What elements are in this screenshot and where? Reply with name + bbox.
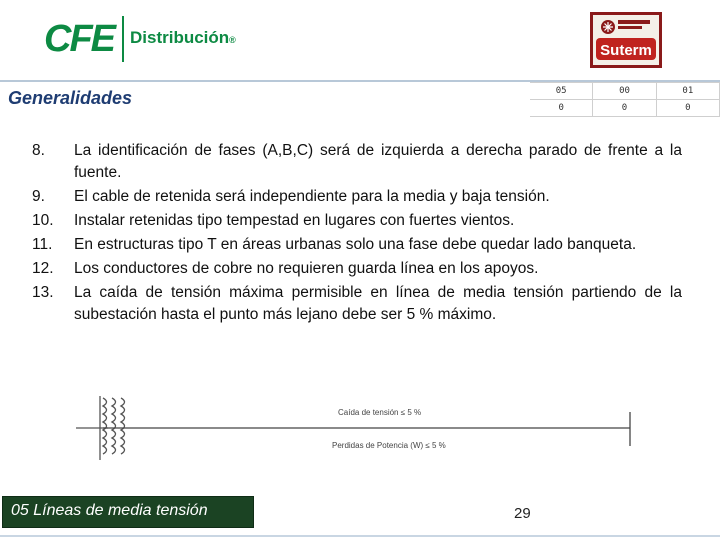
list-item xyxy=(32,258,682,280)
list-item xyxy=(32,282,682,326)
cfe-logo xyxy=(44,14,244,66)
code-cell: 01 xyxy=(656,83,719,100)
item-text: En estructuras tipo T en áreas urbanas solo una fase debe quedar lado banqueta. xyxy=(74,236,637,253)
code-cell: 0 xyxy=(656,100,719,117)
item-number: 11. xyxy=(32,236,53,253)
voltage-drop-label: Caída de tensión ≤ 5 % xyxy=(338,408,422,417)
item-text: La caída de tensión máxima permisible en línea de media tensión partiendo de la subestación hasta el punto más lejano debe ser 5 % máximo. xyxy=(74,284,682,323)
voltage-drop-diagram xyxy=(70,384,650,474)
item-number: 12. xyxy=(32,260,54,277)
list-item xyxy=(32,140,682,184)
code-cell: 0 xyxy=(593,100,656,117)
numbered-list xyxy=(32,140,682,328)
code-cell: 05 xyxy=(530,83,593,100)
code-cell: 0 xyxy=(530,100,593,117)
document-code-table xyxy=(530,82,720,117)
power-loss-label: Perdidas de Potencia (W) ≤ 5 % xyxy=(332,441,446,450)
list-item xyxy=(32,186,682,208)
item-number: 10. xyxy=(32,212,54,229)
item-number: 13. xyxy=(32,284,54,301)
list-item xyxy=(32,210,682,232)
header xyxy=(0,0,720,80)
footer-divider xyxy=(0,535,720,537)
item-text: La identificación de fases (A,B,C) será de izquierda a derecha parado de frente a la fuente. xyxy=(74,142,682,181)
cfe-logo-divider xyxy=(122,16,124,62)
item-text: Los conductores de cobre no requieren guarda línea en los apoyos. xyxy=(74,260,539,277)
page-number: 29 xyxy=(514,505,531,522)
item-number: 9. xyxy=(32,188,45,205)
suterm-logo-text: Suterm xyxy=(600,42,652,59)
footer-title-box xyxy=(2,496,254,528)
transformer-coil-icon xyxy=(76,396,630,460)
footer-title: 05 Líneas de media tensión xyxy=(11,502,208,519)
item-text: El cable de retenida será independiente para la media y baja tensión. xyxy=(74,188,550,205)
cfe-logo-text: CFE xyxy=(44,18,114,60)
item-number: 8. xyxy=(32,142,45,159)
item-text: Instalar retenidas tipo tempestad en lugares con fuertes vientos. xyxy=(74,212,515,229)
section-title: Generalidades xyxy=(8,88,133,108)
cfe-logo-subtitle: Distribución® xyxy=(130,28,236,47)
code-cell: 00 xyxy=(593,83,656,100)
list-item xyxy=(32,234,682,256)
suterm-logo xyxy=(590,12,662,68)
